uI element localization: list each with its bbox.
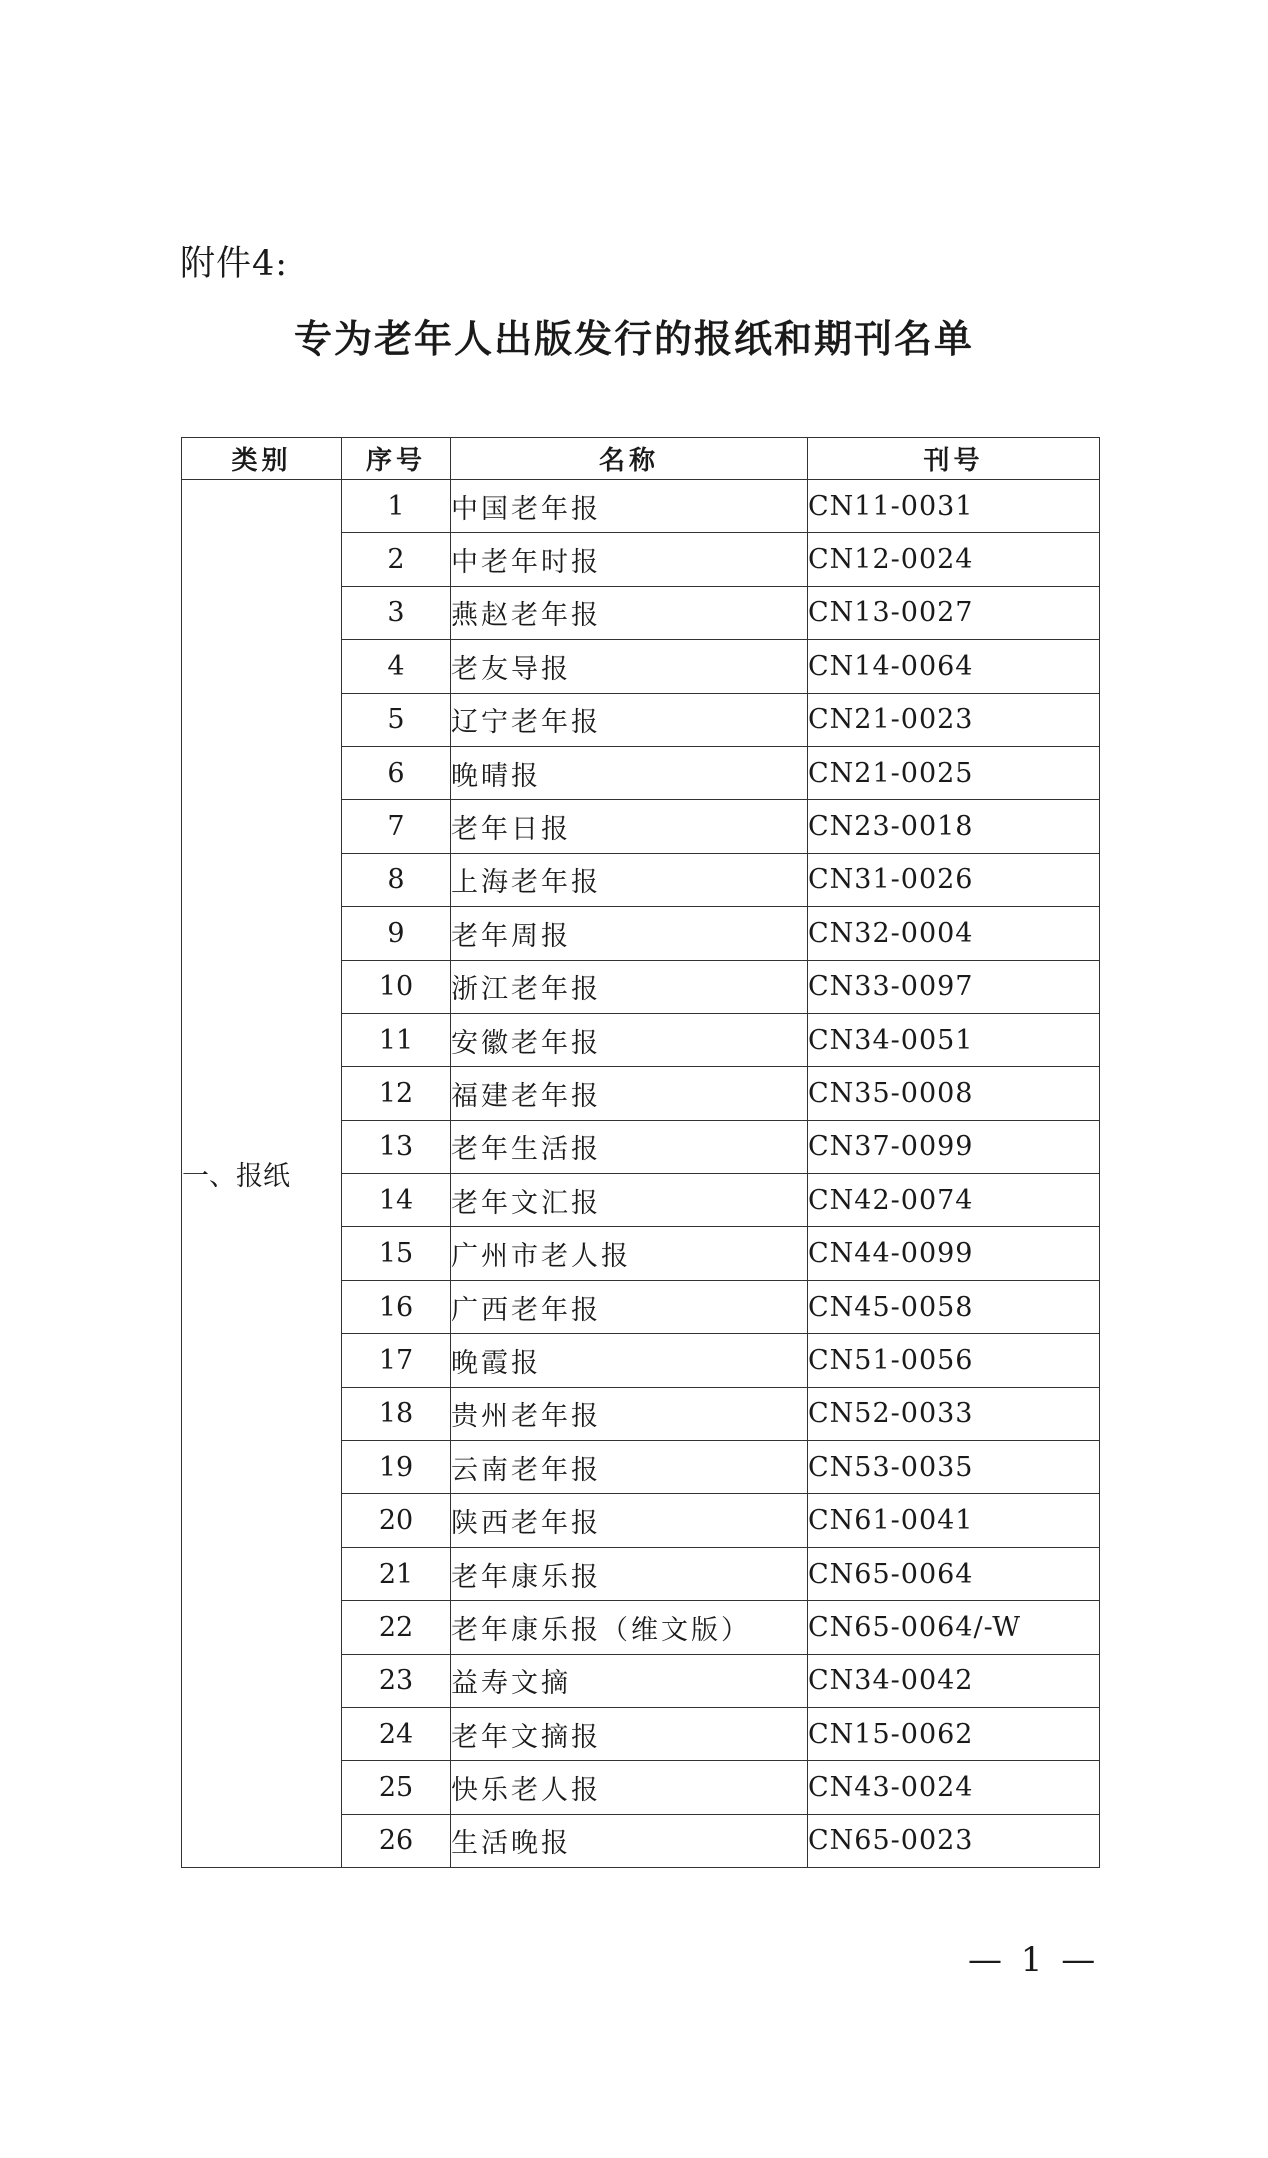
code-cell: CN13-0027 [808,586,1100,639]
name-cell: 贵州老年报 [451,1387,808,1440]
seq-cell: 12 [342,1067,451,1120]
header-seq: 序号 [342,438,451,480]
code-cell: CN43-0024 [808,1761,1100,1814]
name-cell: 安徽老年报 [451,1013,808,1066]
name-cell: 老年康乐报（维文版） [451,1601,808,1654]
seq-cell: 10 [342,960,451,1013]
name-cell: 福建老年报 [451,1067,808,1120]
publication-table [181,437,1100,1868]
name-cell: 广州市老人报 [451,1227,808,1280]
table-row [182,480,1100,533]
name-cell: 老年生活报 [451,1120,808,1173]
table-body [182,480,1100,1868]
code-cell: CN31-0026 [808,853,1100,906]
code-cell: CN21-0025 [808,746,1100,799]
code-cell: CN34-0042 [808,1654,1100,1707]
seq-cell: 6 [342,746,451,799]
code-cell: CN14-0064 [808,640,1100,693]
document-title: 专为老年人出版发行的报纸和期刊名单 [293,317,974,361]
seq-cell: 17 [342,1334,451,1387]
code-cell: CN61-0041 [808,1494,1100,1547]
name-cell: 辽宁老年报 [451,693,808,746]
code-cell: CN23-0018 [808,800,1100,853]
code-cell: CN42-0074 [808,1174,1100,1227]
seq-cell: 26 [342,1814,451,1867]
code-cell: CN65-0064 [808,1547,1100,1600]
seq-cell: 3 [342,586,451,639]
seq-cell: 2 [342,533,451,586]
seq-cell: 9 [342,907,451,960]
header-code: 刊号 [808,438,1100,480]
name-cell: 浙江老年报 [451,960,808,1013]
code-cell: CN21-0023 [808,693,1100,746]
seq-cell: 19 [342,1441,451,1494]
seq-cell: 25 [342,1761,451,1814]
name-cell: 陕西老年报 [451,1494,808,1547]
seq-cell: 5 [342,693,451,746]
seq-cell: 16 [342,1280,451,1333]
code-cell: CN37-0099 [808,1120,1100,1173]
code-cell: CN65-0064/-W [808,1601,1100,1654]
name-cell: 老年周报 [451,907,808,960]
name-cell: 快乐老人报 [451,1761,808,1814]
seq-cell: 1 [342,480,451,533]
seq-cell: 24 [342,1707,451,1760]
seq-cell: 20 [342,1494,451,1547]
header-category: 类别 [182,438,342,480]
code-cell: CN15-0062 [808,1707,1100,1760]
name-cell: 晚霞报 [451,1334,808,1387]
seq-cell: 18 [342,1387,451,1440]
name-cell: 生活晚报 [451,1814,808,1867]
seq-cell: 15 [342,1227,451,1280]
name-cell: 中国老年报 [451,480,808,533]
name-cell: 老年康乐报 [451,1547,808,1600]
name-cell: 晚晴报 [451,746,808,799]
code-cell: CN34-0051 [808,1013,1100,1066]
code-cell: CN44-0099 [808,1227,1100,1280]
seq-cell: 23 [342,1654,451,1707]
seq-cell: 11 [342,1013,451,1066]
seq-cell: 7 [342,800,451,853]
code-cell: CN12-0024 [808,533,1100,586]
code-cell: CN11-0031 [808,480,1100,533]
name-cell: 老年文摘报 [451,1707,808,1760]
code-cell: CN53-0035 [808,1441,1100,1494]
attachment-label: 附件4: [180,244,289,284]
name-cell: 老年文汇报 [451,1174,808,1227]
seq-cell: 14 [342,1174,451,1227]
name-cell: 益寿文摘 [451,1654,808,1707]
name-cell: 广西老年报 [451,1280,808,1333]
seq-cell: 13 [342,1120,451,1173]
code-cell: CN65-0023 [808,1814,1100,1867]
page-number: — 1 — [968,1940,1100,1980]
code-cell: CN52-0033 [808,1387,1100,1440]
name-cell: 中老年时报 [451,533,808,586]
code-cell: CN32-0004 [808,907,1100,960]
code-cell: CN45-0058 [808,1280,1100,1333]
seq-cell: 21 [342,1547,451,1600]
name-cell: 云南老年报 [451,1441,808,1494]
name-cell: 老年日报 [451,800,808,853]
seq-cell: 8 [342,853,451,906]
table-header-row [182,438,1100,480]
code-cell: CN33-0097 [808,960,1100,1013]
name-cell: 老友导报 [451,640,808,693]
header-name: 名称 [451,438,808,480]
seq-cell: 22 [342,1601,451,1654]
name-cell: 上海老年报 [451,853,808,906]
category-cell: 一、报纸 [182,480,342,1868]
code-cell: CN35-0008 [808,1067,1100,1120]
code-cell: CN51-0056 [808,1334,1100,1387]
seq-cell: 4 [342,640,451,693]
name-cell: 燕赵老年报 [451,586,808,639]
